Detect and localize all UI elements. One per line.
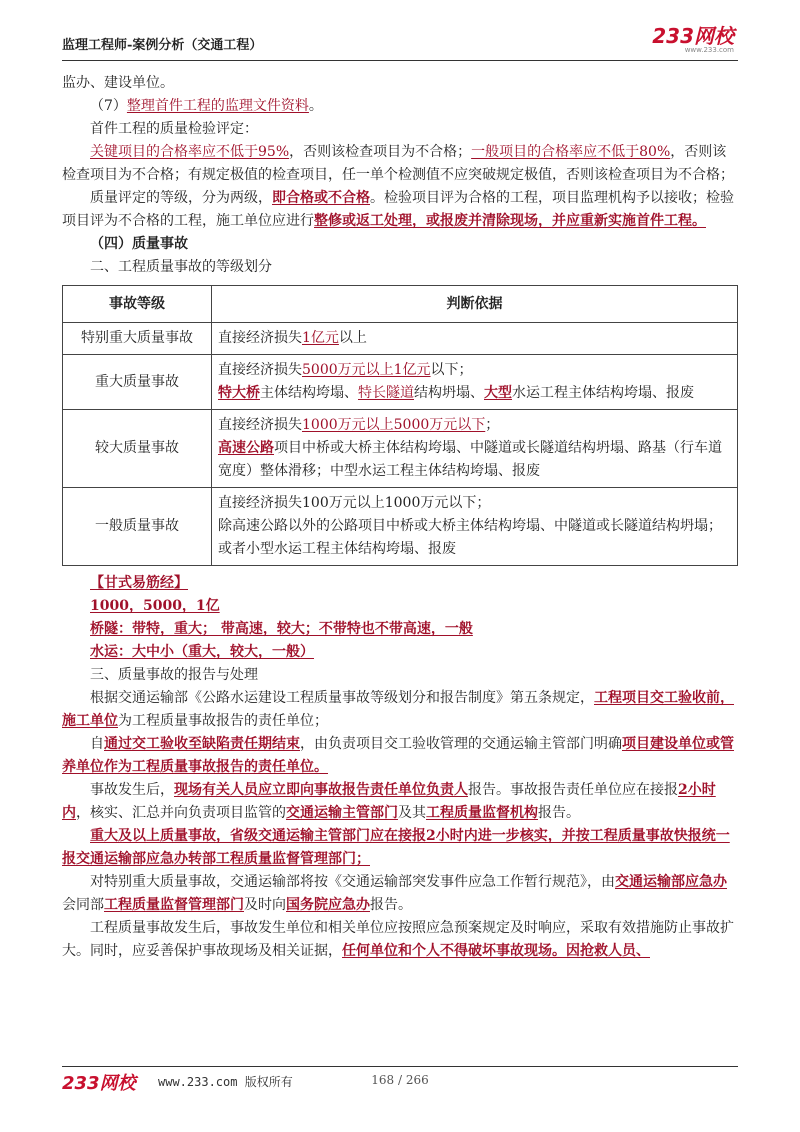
paragraph xyxy=(62,779,738,825)
text: （四）质量事故 xyxy=(90,236,188,252)
text: 。 xyxy=(308,98,323,114)
highlight-text: 任何单位和个人不得破坏事故现场。因抢救人员、 xyxy=(342,943,650,959)
text: 直接经济损失 xyxy=(218,362,302,378)
mnemonic-line: 水运：大中小（重大，较大，一般） xyxy=(90,644,314,660)
highlight-text: 2小时内 xyxy=(62,782,716,821)
text: 直接经济损失 xyxy=(218,417,302,433)
paragraph xyxy=(62,72,738,95)
highlight-text: 特长隧道 xyxy=(358,385,414,401)
table-cell-level: 一般质量事故 xyxy=(63,488,212,566)
mnemonic-block xyxy=(90,572,738,664)
text: ，否则该检查项目为不合格； xyxy=(289,144,472,160)
page-header xyxy=(62,22,738,61)
highlight-text: 国务院应急办 xyxy=(286,897,370,913)
line: 直接经济损失100万元以上1000万元以下； xyxy=(218,495,491,511)
mnemonic-line: 桥隧：带特，重大； 带高速，较大；不带特也不带高速，一般 xyxy=(90,621,473,637)
footer-logo: 233网校 xyxy=(62,1073,136,1094)
table-row xyxy=(63,355,738,410)
paragraph xyxy=(62,95,738,118)
table-row xyxy=(63,488,738,566)
text: 报告。事故报告责任单位应在接报 xyxy=(468,782,678,798)
text: 以上 xyxy=(338,330,367,346)
paragraph xyxy=(62,118,738,141)
text: 对特别重大质量事故，交通运输部将按《交通运输部突发事件应急工作暂行规范》，由 xyxy=(90,874,615,890)
table-cell-basis xyxy=(212,410,738,488)
line: 除高速公路以外的公路项目中桥或大桥主体结构垮塌、中隧道或长隧道结构坍塌；或者小型水运工程主体结构垮塌、报废 xyxy=(218,518,722,557)
line xyxy=(218,382,731,405)
highlight-text: 5000万元以上1亿元 xyxy=(302,362,431,378)
highlight-text: 工程项目交工验收前，施工单位 xyxy=(62,690,734,729)
mnemonic-line: 1000，5000，1亿 xyxy=(90,598,220,614)
text: 自 xyxy=(90,736,104,752)
text: 为工程质量事故报告的责任单位； xyxy=(118,713,328,729)
text: 会同部 xyxy=(62,897,104,913)
text: 水运工程主体结构垮塌、报废 xyxy=(512,385,694,401)
text: 三、质量事故的报告与处理 xyxy=(90,667,258,683)
highlight-text: 特大桥 xyxy=(218,385,260,401)
highlight-text: 重大及以上质量事故，省级交通运输主管部门应在接报2小时内进一步核实，并按工程质量事故快报统一报交通运输部应急办转部工程质量监督管理部门； xyxy=(62,828,730,867)
highlight-text: 即合格或不合格 xyxy=(272,190,370,206)
text: ，核实、汇总并向负责项目监管的 xyxy=(76,805,286,821)
logo-url: www.233.com xyxy=(684,46,734,54)
text: 根据交通运输部《公路水运建设工程质量事故等级划分和报告制度》第五条规定， xyxy=(90,690,594,706)
text: ，否则该检查项目为不合格；有规定极值的检查项目，任一单个检测值不应突破规定极值，否则该检查项目为不合格； xyxy=(62,144,734,183)
text: 首件工程的质量检验评定： xyxy=(90,121,258,137)
table-cell-basis xyxy=(212,488,738,566)
section-heading xyxy=(62,664,738,687)
highlight-text: 大型 xyxy=(484,385,512,401)
page-footer xyxy=(62,1066,738,1094)
paragraph xyxy=(62,871,738,917)
paragraph xyxy=(62,141,738,187)
table-header-cell: 判断依据 xyxy=(212,286,738,323)
text: 以下； xyxy=(430,362,473,378)
text: ，由负责项目交工验收管理的交通运输主管部门明确 xyxy=(300,736,622,752)
highlight-text: 高速公路 xyxy=(218,440,274,456)
text: 直接经济损失 xyxy=(218,330,302,346)
highlight-text: 一般项目的合格率应不低于80% xyxy=(471,144,671,160)
highlight-text: 交通运输主管部门 xyxy=(286,805,398,821)
page-content xyxy=(62,72,738,963)
text: 结构坍塌、 xyxy=(414,385,484,401)
document-title: 监理工程师-案例分析（交通工程） xyxy=(62,38,263,53)
highlight-text: 整理首件工程的监理文件资料 xyxy=(126,98,309,114)
table-cell-level: 重大质量事故 xyxy=(63,355,212,410)
table-cell-level: 特别重大质量事故 xyxy=(63,323,212,355)
text: 项目中桥或大桥主体结构垮塌、中隧道或长隧道结构坍塌、路基（行车道宽度）整体滑移；中型水运工程主体结构垮塌、报废 xyxy=(218,440,722,479)
section-heading xyxy=(62,256,738,279)
paragraph xyxy=(62,687,738,733)
mnemonic-title: 【甘式易筋经】 xyxy=(90,575,188,591)
paragraph xyxy=(62,917,738,963)
text: 质量评定的等级，分为两级， xyxy=(90,190,272,206)
text: 报告。 xyxy=(538,805,580,821)
highlight-text: 工程质量监督机构 xyxy=(426,805,538,821)
text: 事故发生后， xyxy=(90,782,174,798)
text: 工程质量事故发生后，事故发生单位和相关单位应按照应急预案规定及时响应，采取有效措施防止事故扩大。同时，应妥善保护事故现场及相关证据， xyxy=(62,920,734,959)
paragraph xyxy=(62,187,738,233)
text: （7） xyxy=(90,98,127,114)
text: 主体结构垮塌、 xyxy=(260,385,358,401)
table-row xyxy=(63,323,738,355)
accident-grade-table xyxy=(62,285,738,566)
table-cell-level: 较大质量事故 xyxy=(63,410,212,488)
paragraph xyxy=(62,825,738,871)
table-header-cell: 事故等级 xyxy=(63,286,212,323)
text: 报告。 xyxy=(370,897,412,913)
text: 监办、建设单位。 xyxy=(62,75,174,91)
table-cell-basis xyxy=(212,323,738,355)
page-number: 168 / 266 xyxy=(371,1073,429,1087)
highlight-text: 项目建设单位或管养单位作为工程质量事故报告的责任单位。 xyxy=(62,736,734,775)
highlight-text: 交通运输部应急办 xyxy=(615,874,727,890)
logo-text: 233网校 xyxy=(652,24,734,48)
text: 及时向 xyxy=(244,897,286,913)
copyright-text: www.233.com 版权所有 xyxy=(158,1075,293,1089)
line xyxy=(218,437,731,483)
text: 及其 xyxy=(398,805,426,821)
table-row xyxy=(63,410,738,488)
text: 。检验项目评为合格的工程，项目监理机构予以接收；检验项目评为不合格的工程，施工单位应进行 xyxy=(62,190,734,229)
highlight-text: 现场有关人员应立即向事故报告责任单位负责人 xyxy=(174,782,468,798)
line xyxy=(218,414,731,437)
highlight-text: 工程质量监督管理部门 xyxy=(104,897,244,913)
highlight-text: 通过交工验收至缺陷责任期结束 xyxy=(104,736,300,752)
highlight-text: 1000万元以上5000万元以下 xyxy=(302,417,486,433)
line xyxy=(218,359,731,382)
highlight-text: 整修或返工处理，或报废并清除现场，并应重新实施首件工程。 xyxy=(314,213,706,229)
text: 二、工程质量事故的等级划分 xyxy=(90,259,272,275)
section-heading xyxy=(62,233,738,256)
brand-logo xyxy=(652,26,734,54)
highlight-text: 1亿元 xyxy=(302,330,339,346)
table-header-row xyxy=(63,286,738,323)
text: ； xyxy=(485,417,500,433)
table-cell-basis xyxy=(212,355,738,410)
highlight-text: 关键项目的合格率应不低于95% xyxy=(90,144,290,160)
paragraph xyxy=(62,733,738,779)
